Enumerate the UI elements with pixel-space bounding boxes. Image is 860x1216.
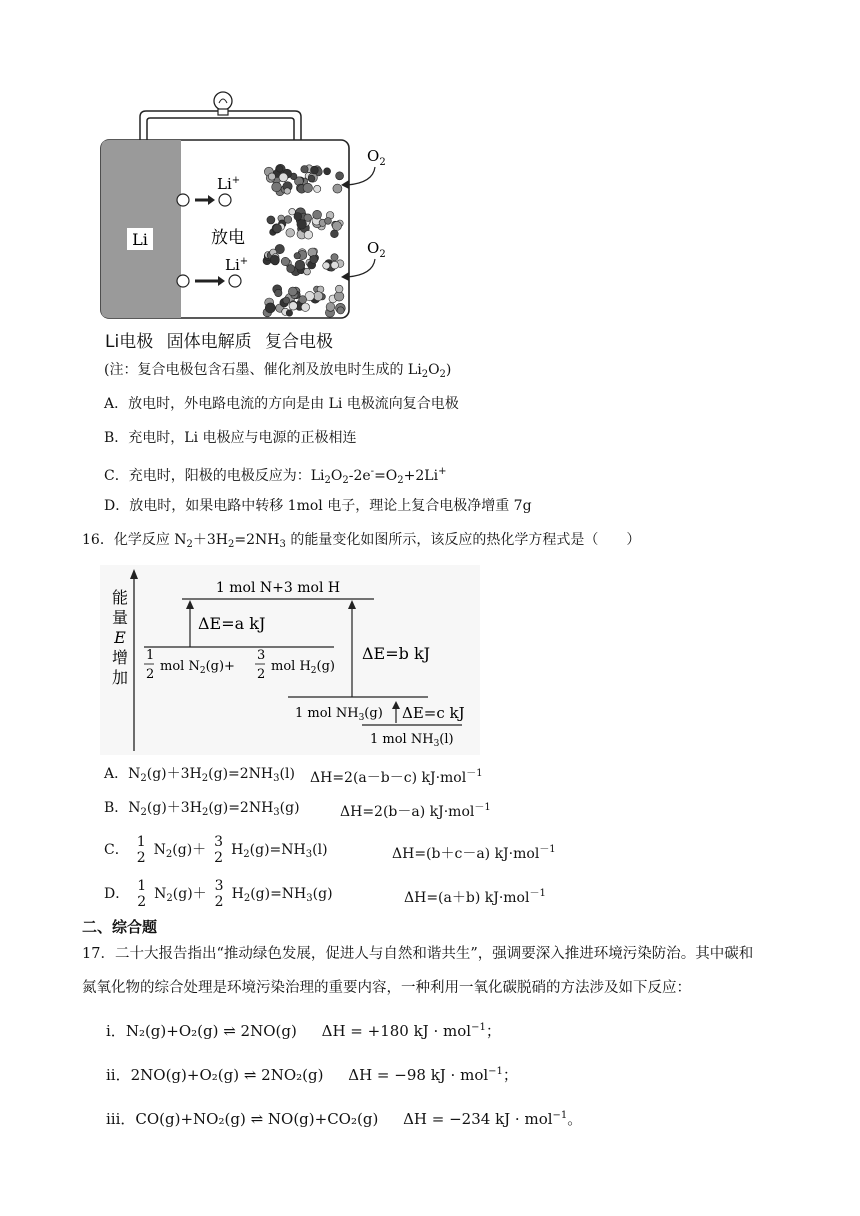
particle xyxy=(335,285,343,293)
reaction-iii: iii．CO(g)+NO₂(g) ⇌ NO(g)+CO₂(g) ΔH = −234 kJ · mol$^{-1}$。 xyxy=(106,1110,583,1128)
q17-line-1: 17．二十大报告指出“推动绿色发展，促进人与自然和谐共生”，强调要深入推进环境污染防治。其中碳和 xyxy=(82,946,754,962)
particle xyxy=(284,188,290,194)
discharge-label: 放电 xyxy=(211,228,245,248)
particle xyxy=(288,287,297,296)
q16-option-a: A．$N_2(g)+3H_2(g)=2NH_3(l)$ ΔH=2(a－b－c) kJ·mol$^{-1}$ xyxy=(104,766,483,786)
svg-text:E: E xyxy=(114,628,126,647)
particle xyxy=(267,216,275,224)
particle xyxy=(311,166,319,174)
particle xyxy=(277,166,284,173)
delta-c-label: ΔE=c kJ xyxy=(402,704,465,722)
figure-note: (注：复合电极包含石墨、催化剂及放电时生成的 $Li_2O_2$) xyxy=(104,362,452,380)
particle xyxy=(279,173,288,182)
q16-option-d: D． 1 2 $N_2(g)+$ 3 2 $H_2(g)=NH_3(g)$ ΔH=(a＋b) kJ·mol$^{-1}$ xyxy=(104,878,546,910)
particle xyxy=(273,224,282,233)
particle xyxy=(294,253,300,259)
q15-option-d: D．放电时，如果电路中转移 1mol 电子，理论上复合电极净增重 7g xyxy=(104,498,532,514)
particle xyxy=(314,185,321,192)
particle xyxy=(301,303,309,311)
caption-solid-electrolyte: 固体电解质 xyxy=(166,332,252,352)
particle xyxy=(294,213,302,221)
particle xyxy=(333,184,342,193)
li-label: Li xyxy=(132,230,148,249)
particle xyxy=(303,183,312,192)
particle xyxy=(308,175,315,182)
particle xyxy=(326,303,335,312)
particle xyxy=(301,166,308,173)
energy-level-diagram xyxy=(100,565,480,755)
particle xyxy=(281,257,289,265)
particle xyxy=(297,220,307,230)
particle xyxy=(325,218,332,225)
q16-option-c: C． 1 2 $N_2(g)+$ 3 2 $H_2(g)=NH_3(l)$ ΔH=(b＋c－a) kJ·mol$^{-1}$ xyxy=(104,834,556,866)
q16-option-b: B．$N_2(g)+3H_2(g)=2NH_3(g)$ ΔH=2(b－a) kJ·mol$^{-1}$ xyxy=(104,800,491,820)
o2-label-top: $O_2$ xyxy=(367,147,386,168)
particle xyxy=(314,292,323,301)
q16-stem: 16．化学反应 $N_2+3H_2=2NH_3$ 的能量变化如图所示，该反应的热化学方程式是（ ） xyxy=(82,532,641,550)
particle xyxy=(286,229,295,238)
particle xyxy=(336,172,344,180)
delta-b-label: ΔE=b kJ xyxy=(362,644,431,663)
particle xyxy=(286,310,292,316)
particle xyxy=(310,255,318,263)
svg-text:加: 加 xyxy=(111,668,129,687)
particle xyxy=(337,307,344,314)
q15-option-b: B．充电时，Li 电极应与电源的正极相连 xyxy=(104,430,357,446)
q17-line-2: 氮氧化物的综合处理是环境污染治理的重要内容，一种利用一氧化碳脱硝的方法涉及如下反应： xyxy=(82,980,691,996)
reaction-i: i．N₂(g)+O₂(g) ⇌ 2NO(g) ΔH = +180 kJ · mol$^{-1}$； xyxy=(106,1022,501,1040)
o2-label-bottom: $O_2$ xyxy=(367,239,386,260)
svg-text:增: 增 xyxy=(111,648,129,667)
svg-text:1: 1 xyxy=(146,648,155,663)
q15-option-c: C．充电时，阳极的电极反应为：$Li_2O_2-2e^-=O_2+2Li^+$ xyxy=(104,466,447,486)
particle xyxy=(289,302,297,310)
particle xyxy=(275,289,282,296)
particle xyxy=(332,221,341,230)
particle xyxy=(287,265,295,273)
particle xyxy=(324,168,331,175)
particle xyxy=(270,255,279,264)
battery-diagram xyxy=(95,85,405,325)
particle xyxy=(272,182,282,192)
particle xyxy=(265,303,275,313)
reaction-ii: ii．2NO(g)+O₂(g) ⇌ 2NO₂(g) ΔH = −98 kJ · mol$^{-1}$； xyxy=(106,1066,518,1084)
svg-text:mol N2(g)+: mol $N_2(g)+$ xyxy=(160,659,235,676)
particle xyxy=(283,297,290,304)
particle xyxy=(323,262,330,269)
caption-composite-electrode: 复合电极 xyxy=(265,332,334,352)
battery-caption xyxy=(105,327,333,352)
particle xyxy=(331,230,339,238)
particle xyxy=(331,254,338,261)
particle xyxy=(295,260,305,270)
particle xyxy=(304,214,312,222)
particle xyxy=(284,216,292,224)
li-ion-label-top: Li+ xyxy=(217,175,241,193)
particle xyxy=(304,231,313,240)
top-level-label: 1 mol N+3 mol H xyxy=(215,580,341,596)
svg-text:2: 2 xyxy=(146,667,155,682)
caption-li-electrode: Li电极 xyxy=(105,332,154,352)
svg-text:3: 3 xyxy=(257,648,266,663)
delta-a-label: ΔE=a kJ xyxy=(198,614,266,633)
svg-text:1 mol NH3(g): 1 mol $NH_3(g)$ xyxy=(295,706,383,723)
svg-text:能: 能 xyxy=(111,588,129,607)
particle xyxy=(299,296,307,304)
svg-text:1 mol NH3(l): 1 mol $NH_3(l)$ xyxy=(370,732,454,749)
particle xyxy=(331,261,339,269)
section-title: 二、综合题 xyxy=(82,918,158,936)
svg-text:量: 量 xyxy=(111,608,129,627)
svg-text:mol H2(g): mol $H_2(g)$ xyxy=(271,659,335,676)
li-ion-label-bottom: Li+ xyxy=(225,256,249,274)
particle xyxy=(304,268,311,275)
q15-option-a: A．放电时，外电路电流的方向是由 Li 电极流向复合电极 xyxy=(104,396,459,412)
particle xyxy=(268,173,275,180)
svg-text:2: 2 xyxy=(257,667,266,682)
particle xyxy=(313,210,322,219)
